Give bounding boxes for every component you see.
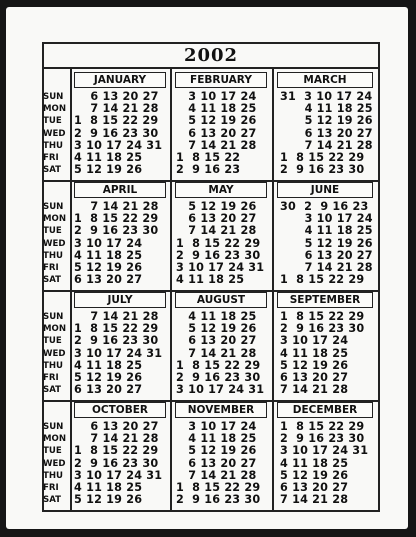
week-row: 2 9 16 23 30 (74, 334, 159, 348)
week-row: 4 11 18 25 (280, 456, 349, 470)
week-row: 7 14 21 28 (74, 432, 159, 446)
weekday-label: TUE (43, 336, 62, 347)
month-title: FEBRUARY (175, 72, 267, 88)
weekday-label: THU (43, 140, 64, 151)
week-row: 4 11 18 25 (280, 102, 373, 116)
weekday-label: MON (43, 434, 67, 445)
week-row: 30 2 9 16 23 (280, 200, 369, 213)
weekday-label: THU (43, 250, 64, 261)
weekday-label: WED (43, 348, 66, 359)
week-row: 6 13 20 27 (176, 456, 257, 470)
week-row: 1 8 15 22 29 (74, 212, 159, 226)
week-row: 6 13 20 27 (176, 334, 257, 348)
week-row: 2 9 16 23 30 (74, 126, 159, 140)
week-row: 1 8 15 22 29 (74, 322, 159, 336)
week-row: 4 11 18 25 (176, 310, 257, 323)
week-row: 6 13 20 27 (74, 383, 143, 397)
weekday-label: SAT (43, 165, 62, 176)
week-row: 6 13 20 27 (176, 126, 257, 140)
month-days (74, 311, 162, 396)
month-days (176, 311, 264, 396)
week-row: 7 14 21 28 (176, 468, 257, 482)
month-days (74, 91, 162, 176)
week-row: 4 11 18 25 (176, 432, 257, 446)
month-title: DECEMBER (277, 402, 373, 418)
week-row: 1 8 15 22 29 (176, 480, 261, 494)
week-row: 1 8 15 22 29 (280, 420, 365, 433)
week-row: 5 12 19 26 (176, 114, 257, 128)
month-title: JULY (74, 292, 166, 308)
week-row: 4 11 18 25 (74, 150, 143, 164)
week-row: 1 8 15 22 29 (74, 444, 159, 458)
week-row: 7 14 21 28 (74, 200, 159, 213)
week-row: 3 10 17 24 (176, 90, 257, 103)
week-row: 6 13 20 27 (280, 248, 373, 262)
week-row: 6 13 20 27 (176, 212, 257, 226)
week-row: 7 14 21 28 (176, 138, 257, 152)
week-row: 6 13 20 27 (280, 370, 349, 384)
weekday-label: SUN (43, 312, 64, 322)
week-row: 3 10 17 24 (176, 420, 257, 433)
week-row: 3 10 17 24 31 (74, 138, 163, 152)
week-row: 3 10 17 24 (74, 236, 143, 250)
week-row: 7 14 21 28 (74, 102, 159, 116)
month-title: JUNE (277, 182, 373, 198)
week-row: 5 12 19 26 (280, 236, 373, 250)
weekday-label: SUN (43, 422, 64, 432)
week-row: 5 12 19 26 (176, 200, 257, 213)
week-row: 5 12 19 26 (74, 163, 143, 177)
month-title: MAY (175, 182, 267, 198)
weekday-labels (43, 201, 71, 286)
month-title: AUGUST (175, 292, 267, 308)
month-title: JANUARY (74, 72, 166, 88)
week-row: 3 10 17 24 31 (176, 383, 265, 397)
week-row: 2 9 16 23 30 (74, 456, 159, 470)
weekday-label: TUE (43, 116, 62, 127)
week-row: 6 13 20 27 (74, 273, 143, 287)
week-row: 5 12 19 26 (280, 114, 373, 128)
week-row: 3 10 17 24 31 (280, 444, 369, 458)
week-row: 1 8 15 22 29 (280, 310, 365, 323)
weekday-label: SAT (43, 275, 62, 286)
month-days (280, 311, 364, 396)
week-row: 7 14 21 28 (280, 493, 349, 507)
week-row: 2 9 16 23 (176, 163, 241, 177)
week-row: 1 8 15 22 (176, 150, 241, 164)
week-row: 2 9 16 23 30 (280, 432, 365, 446)
week-row: 4 11 18 25 (280, 224, 373, 238)
weekday-label: FRI (43, 372, 59, 383)
week-row: 4 11 18 25 (74, 480, 143, 494)
week-row: 1 8 15 22 29 (280, 273, 365, 287)
week-row: 3 10 17 24 (280, 334, 349, 348)
weekday-label: MON (43, 104, 67, 115)
week-row: 3 10 17 24 31 (176, 260, 265, 274)
weekday-label: THU (43, 360, 64, 371)
week-row: 7 14 21 28 (74, 310, 159, 323)
week-row: 6 13 20 27 (280, 480, 349, 494)
weekday-labels (43, 311, 71, 396)
week-row: 6 13 20 27 (280, 126, 373, 140)
month-days (176, 421, 260, 506)
weekday-label: SUN (43, 92, 64, 102)
week-row: 3 10 17 24 31 (74, 468, 163, 482)
week-row: 7 14 21 28 (280, 383, 349, 397)
week-row: 4 11 18 25 (280, 346, 349, 360)
month-days (176, 201, 264, 286)
weekday-label: FRI (43, 262, 59, 273)
week-row: 31 3 10 17 24 (280, 90, 373, 103)
weekday-label: THU (43, 470, 64, 481)
week-row: 2 9 16 23 30 (176, 370, 261, 384)
week-row: 2 9 16 23 30 (280, 322, 365, 336)
weekday-label: WED (43, 458, 66, 469)
week-row: 1 8 15 22 29 (280, 150, 365, 164)
month-title: NOVEMBER (175, 402, 267, 418)
week-row: 2 9 16 23 30 (176, 493, 261, 507)
month-days (280, 91, 373, 176)
week-row: 1 8 15 22 29 (176, 236, 261, 250)
weekday-label: FRI (43, 152, 59, 163)
month-title: SEPTEMBER (277, 292, 373, 308)
month-days (280, 201, 373, 286)
week-row: 5 12 19 26 (280, 468, 349, 482)
week-row: 2 9 16 23 30 (280, 163, 365, 177)
week-row: 4 11 18 25 (74, 358, 143, 372)
weekday-label: WED (43, 128, 66, 139)
month-days (74, 421, 162, 506)
month-days (74, 201, 159, 286)
weekday-labels (43, 421, 71, 506)
week-row: 3 10 17 24 (280, 212, 373, 226)
week-row: 6 13 20 27 (74, 90, 159, 103)
month-days (176, 91, 256, 176)
weekday-label: WED (43, 238, 66, 249)
week-row: 5 12 19 26 (176, 322, 257, 336)
month-title: APRIL (74, 182, 166, 198)
year-title: 2002 (44, 44, 378, 69)
week-row: 4 11 18 25 (176, 273, 245, 287)
week-row: 4 11 18 25 (74, 248, 143, 262)
week-row: 1 8 15 22 29 (74, 114, 159, 128)
week-row: 4 11 18 25 (176, 102, 257, 116)
week-row: 7 14 21 28 (280, 138, 373, 152)
week-row: 1 8 15 22 29 (176, 358, 261, 372)
week-row: 5 12 19 26 (176, 444, 257, 458)
week-row: 6 13 20 27 (74, 420, 159, 433)
week-row: 7 14 21 28 (176, 346, 257, 360)
month-days (280, 421, 368, 506)
week-row: 2 9 16 23 30 (176, 248, 261, 262)
week-row: 5 12 19 26 (74, 370, 143, 384)
week-row: 5 12 19 26 (280, 358, 349, 372)
week-row: 3 10 17 24 31 (74, 346, 163, 360)
week-row: 7 14 21 28 (280, 260, 373, 274)
weekday-labels (43, 91, 71, 176)
week-row: 7 14 21 28 (176, 224, 257, 238)
weekday-label: SUN (43, 202, 64, 212)
weekday-label: MON (43, 214, 67, 225)
weekday-label: FRI (43, 482, 59, 493)
weekday-label: SAT (43, 385, 62, 396)
month-title: MARCH (277, 72, 373, 88)
week-row: 5 12 19 26 (74, 260, 143, 274)
month-title: OCTOBER (74, 402, 166, 418)
week-row: 2 9 16 23 30 (74, 224, 159, 238)
weekday-label: TUE (43, 226, 62, 237)
week-row: 5 12 19 26 (74, 493, 143, 507)
weekday-label: MON (43, 324, 67, 335)
weekday-label: SAT (43, 495, 62, 506)
weekday-label: TUE (43, 446, 62, 457)
